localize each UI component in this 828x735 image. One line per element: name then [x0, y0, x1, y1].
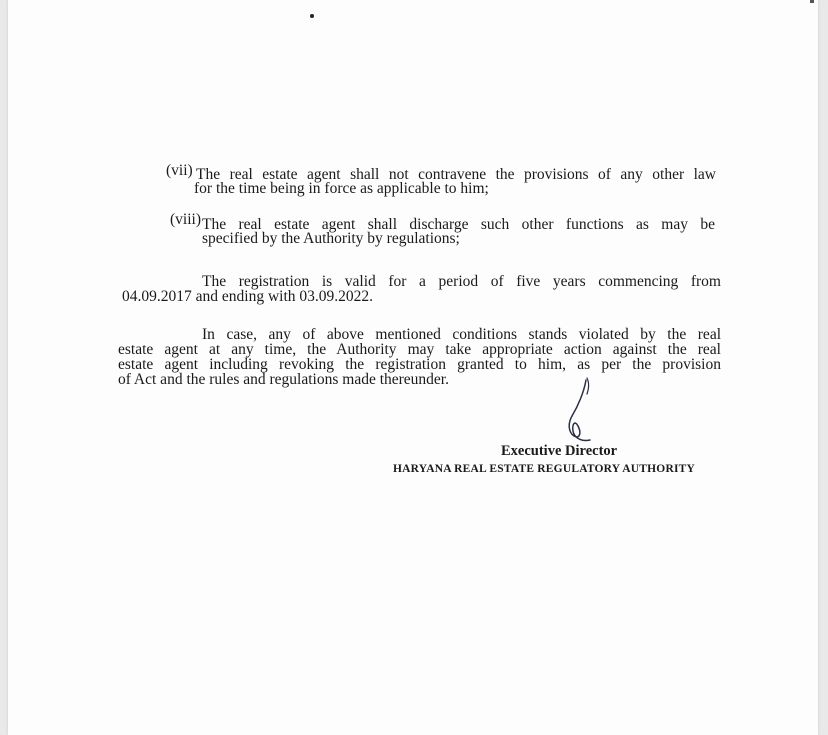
violation-line-1: In case, any of above mentioned conditions stands violated by the real: [202, 326, 721, 343]
signatory-organization: HARYANA REAL ESTATE REGULATORY AUTHORITY: [393, 463, 695, 475]
item-viii-line-1: The real estate agent shall discharge such other functions as may be: [202, 216, 715, 233]
item-vii-line-2: for the time being in force as applicable to him;: [194, 180, 489, 197]
validity-line-1: The registration is valid for a period of five years commencing from: [202, 273, 721, 290]
violation-line-3: estate agent including revoking the registration granted to him, as per the provision: [118, 356, 721, 373]
violation-line-4: of Act and the rules and regulations made thereunder.: [118, 371, 449, 388]
item-vii-numeral: (vii): [166, 162, 193, 179]
document-page: [8, 0, 818, 735]
item-vii-line-1: The real estate agent shall not contravene the provisions of any other law: [196, 166, 716, 183]
signatory-title: Executive Director: [501, 443, 618, 459]
item-viii-line-2: specified by the Authority by regulations;: [202, 230, 460, 247]
item-viii-numeral: (viii): [170, 211, 201, 228]
ink-dot: [310, 14, 314, 18]
signature-icon: [556, 376, 606, 446]
violation-line-2: estate agent at any time, the Authority may take appropriate action against the real: [118, 341, 721, 358]
validity-line-2: 04.09.2017 and ending with 03.09.2022.: [122, 288, 373, 305]
edge-mark: [810, 0, 814, 3]
